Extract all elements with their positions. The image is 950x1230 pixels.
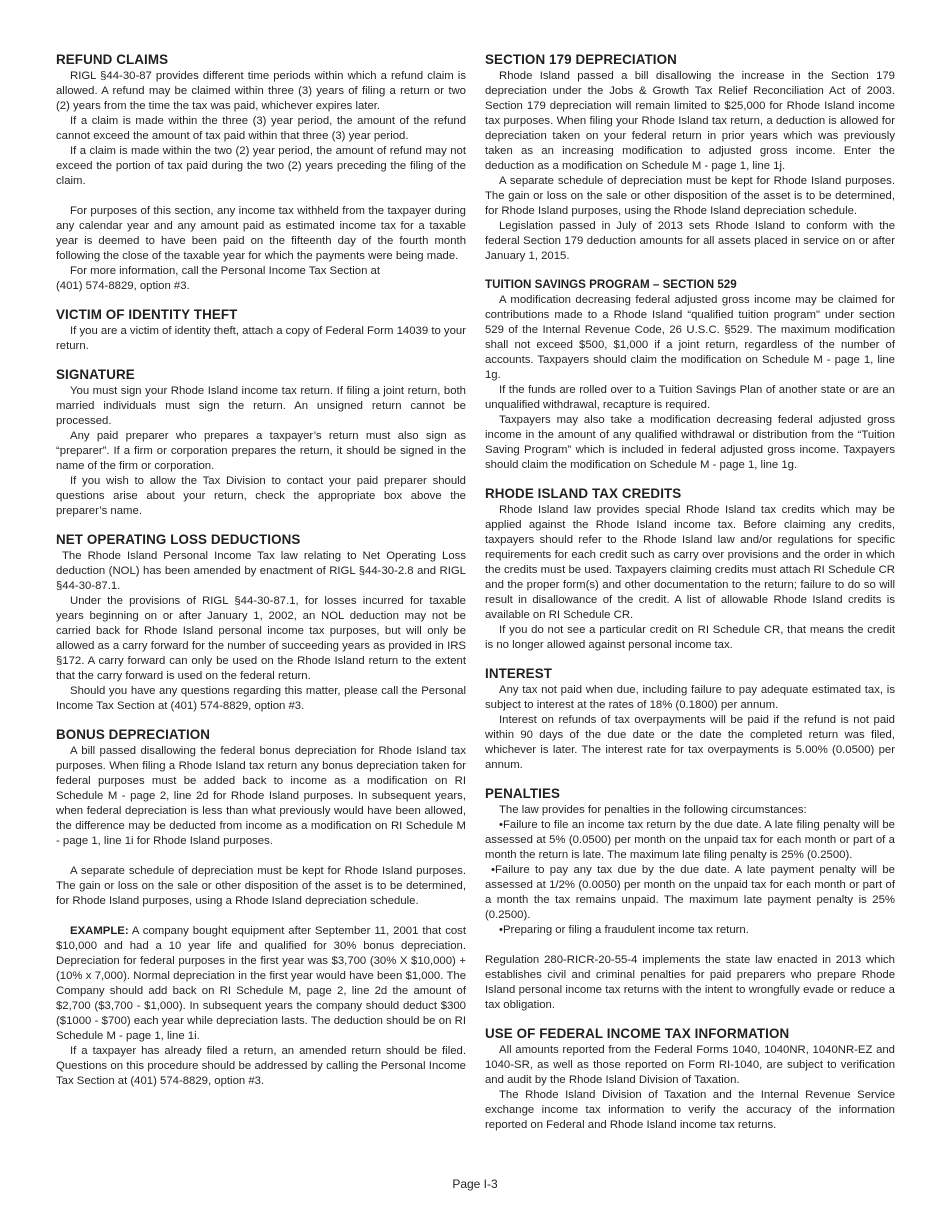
section-title: NET OPERATING LOSS DEDUCTIONS xyxy=(56,532,301,547)
section-title: TUITION SAVINGS PROGRAM – SECTION 529 xyxy=(485,278,737,291)
paragraph: Taxpayers may also take a modification decreasing federal adjusted gross income in the amount of any qualified withdrawal or distribution from the “Tuition Saving Program” which is included in federal adjusted gross income. Taxpayers should claim the modification on Schedule M - page 1, line 1g. xyxy=(485,414,895,471)
paragraph: For more information, call the Personal Income Tax Section at xyxy=(70,265,380,277)
bullet-item: •Failure to file an income tax return by the due date. A late filing penalty will be assessed at 5% (0.0500) per month on the unpaid tax for each month or part of a month the return is late. The maximum late filing penalty is 25% (0.2500). xyxy=(485,819,895,861)
section-title: USE OF FEDERAL INCOME TAX INFORMATION xyxy=(485,1026,790,1041)
section-title: INTEREST xyxy=(485,666,553,681)
paragraph: Regulation 280-RICR-20-55-4 implements the state law enacted in 2013 which establishes civil and criminal penalties for paid preparers who prepare Rhode Island personal income tax returns with the intent to wrongfully evade or reduce a tax obligation. xyxy=(485,954,895,1011)
example-text: A company bought equipment after September 11, 2001 that cost $10,000 and had a 10 year life and qualified for 30% bonus depreciation. Depreciation for federal purposes in the first year was $3,700 (30% X $10,000) + (10% x 7,000). Normal depreciation in the first year would have been $1,000. The Company should add back on RI Schedule M, page 2, line 2d the amount of $2,700 ($3,700 - $1,000). In subsequent years the company should deduct $300 ($1000 - $700) each year while depreciation lasts. The deduction should be on RI Schedule M - page 1, line 1i. xyxy=(56,925,466,1042)
example-label: EXAMPLE: xyxy=(70,925,129,937)
paragraph: The law provides for penalties in the following circumstances: xyxy=(499,804,807,816)
paragraph: A separate schedule of depreciation must be kept for Rhode Island purposes. The gain or loss on the sale or other disposition of the asset is to be determined, for Rhode Island purposes, using the Rhode Island depreciation schedule. xyxy=(485,175,895,217)
section-title: RHODE ISLAND TAX CREDITS xyxy=(485,486,682,501)
section-signature xyxy=(56,367,466,519)
paragraph: For purposes of this section, any income tax withheld from the taxpayer during any calendar year and any amount paid as estimated income tax for a taxable year is deemed to have been paid on the fifteenth day of the fourth month following the close of the taxable year for which the payments were being made. xyxy=(56,205,466,262)
paragraph: A separate schedule of depreciation must be kept for Rhode Island purposes. The gain or loss on the sale or other disposition of the asset is to be determined, for Rhode Island purposes, using a Rhode Island depreciation schedule. xyxy=(56,865,466,907)
paragraph: The Rhode Island Division of Taxation and the Internal Revenue Service exchange income tax information to verify the accuracy of the information reported on Federal and Rhode Island income tax returns. xyxy=(485,1089,895,1131)
paragraph: You must sign your Rhode Island income tax return. If filing a joint return, both married individuals must sign the return. An unsigned return cannot be processed. xyxy=(56,385,466,427)
paragraph: Any paid preparer who prepares a taxpayer’s return must also sign as “preparer”. If a firm or corporation prepares the return, it should be signed in the name of the firm or corporation. xyxy=(56,430,466,472)
paragraph: If you do not see a particular credit on RI Schedule CR, that means the credit is no longer allowed against personal income tax. xyxy=(485,624,895,651)
paragraph: If a claim is made within the two (2) year period, the amount of refund may not exceed the portion of tax paid during the two (2) years preceding the filing of the claim. xyxy=(56,145,466,187)
section-interest xyxy=(485,666,895,773)
section-179-depreciation xyxy=(485,52,895,264)
paragraph: If a claim is made within the three (3) year period, the amount of the refund cannot exceed the amount of tax paid within that three (3) year period. xyxy=(56,115,466,142)
bullet-item: •Preparing or filing a fraudulent income tax return. xyxy=(499,924,749,936)
phone-number: (401) 574-8829, option #3. xyxy=(56,280,190,292)
paragraph: All amounts reported from the Federal Forms 1040, 1040NR, 1040NR-EZ and 1040-SR, as well as those reported on Form RI-1040, are subject to verification and audit by the Rhode Island Division of Taxation. xyxy=(485,1044,895,1086)
paragraph: If you wish to allow the Tax Division to contact your paid preparer should questions arise about your return, check the appropriate box above the preparer’s name. xyxy=(56,475,466,517)
paragraph: Legislation passed in July of 2013 sets Rhode Island to conform with the federal Section 179 deduction amounts for all assets placed in service on or after January 1, 2015. xyxy=(485,220,895,262)
paragraph: Rhode Island law provides special Rhode Island tax credits which may be applied against the Rhode Island income tax. Before claiming any credits, taxpayers should refer to the Rhode Island law and/or regulations for specific requirements for each credit such as carry over provisions and the order in which the credits must be used. Taxpayers claiming credits must attach RI Schedule CR and the proper form(s) and other documentation to the return; failure to do so will result in disallowance of the credit. A list of allowable Rhode Island credits is available on RI Schedule CR. xyxy=(485,504,895,621)
paragraph: Under the provisions of RIGL §44-30-87.1, for losses incurred for taxable years beginning on or after January 1, 2002, an NOL deduction may not be carried back for Rhode Island personal income tax purposes, but will only be allowed as a carry forward for the number of succeeding years as provided in IRS §172. A carry forward can only be used on the Rhode Island return to the extent that the carry forward is used on the federal return. xyxy=(56,595,466,682)
section-nol-deductions xyxy=(56,532,466,714)
paragraph: Rhode Island passed a bill disallowing the increase in the Section 179 depreciation under the Jobs & Growth Tax Relief Reconciliation Act of 2003. Section 179 depreciation will remain limited to $25,000 for Rhode Island income tax purposes. When filing your Rhode Island tax return, a deduction is allowed for depreciation taken on your federal return in prior years which was previously taken as an increasing modification to adjusted gross income. Enter the deduction as a modification on Schedule M - page 1, line 1j. xyxy=(485,70,895,172)
paragraph: The Rhode Island Personal Income Tax law relating to Net Operating Loss deduction (NOL) has been amended by enactment of RIGL §44-30-2.8 and RIGL §44-30-87.1. xyxy=(56,550,466,592)
paragraph: Any tax not paid when due, including failure to pay adequate estimated tax, is subject to interest at the rates of 18% (0.1800) per annum. xyxy=(485,684,895,711)
section-identity-theft xyxy=(56,307,466,354)
section-federal-info xyxy=(485,1026,895,1133)
paragraph: If the funds are rolled over to a Tuition Savings Plan of another state or are an unqualified withdrawal, recapture is required. xyxy=(485,384,895,411)
section-title: PENALTIES xyxy=(485,786,561,801)
left-column xyxy=(56,52,466,1102)
section-tuition-savings xyxy=(485,277,895,473)
example-paragraph xyxy=(56,924,466,1044)
section-title: BONUS DEPRECIATION xyxy=(56,727,211,742)
paragraph: A modification decreasing federal adjusted gross income may be claimed for contributions made to a Rhode Island “qualified tuition program" under section 529 of the Internal Revenue Code, 26 U.S.C. §529. The maximum modification shall not exceed $500, $1,000 if a joint return, regardless of the number of accounts. Taxpayers should claim the modification on Schedule M - page 1, line 1g. xyxy=(485,294,895,381)
section-title: SIGNATURE xyxy=(56,367,135,382)
paragraph: A bill passed disallowing the federal bonus depreciation for Rhode Island tax purposes. When filing a Rhode Island tax return any bonus depreciation taken for federal purposes must be added back to income as a modification on RI Schedule M - page 2, line 2d for Rhode Island purposes. In subsequent years, when federal depreciation is less than what previously would have been allowed, the difference may be deducted from income as a modification on RI Schedule M - page 1, line 1i for Rhode Island purposes. xyxy=(56,745,466,847)
section-title: VICTIM OF IDENTITY THEFT xyxy=(56,307,238,322)
right-column xyxy=(485,52,895,1146)
paragraph: Should you have any questions regarding this matter, please call the Personal Income Tax Section at (401) 574-8829, option #3. xyxy=(56,685,466,712)
section-title: REFUND CLAIMS xyxy=(56,52,169,67)
bullet-item: •Failure to pay any tax due by the due date. A late payment penalty will be assessed at 1/2% (0.0050) per month on the unpaid tax for each month or part of a month the tax remains unpaid. The maximum late payment penalty is 25% (0.2500). xyxy=(485,864,895,921)
paragraph: If you are a victim of identity theft, attach a copy of Federal Form 14039 to your return. xyxy=(56,325,466,352)
section-title: SECTION 179 DEPRECIATION xyxy=(485,52,677,67)
page-number: Page I-3 xyxy=(452,1177,498,1191)
section-ri-tax-credits xyxy=(485,486,895,653)
paragraph: RIGL §44-30-87 provides different time periods within which a refund claim is allowed. A refund may be claimed within three (3) years of filing a return or two (2) years from the time the tax was paid, whichever expires later. xyxy=(56,70,466,112)
section-refund-claims xyxy=(56,52,466,294)
section-penalties xyxy=(485,786,895,1013)
section-bonus-depreciation xyxy=(56,727,466,1089)
paragraph: Interest on refunds of tax overpayments will be paid if the refund is not paid within 90 days of the due date or the date the completed return was filed, whichever is later. The interest rate for tax overpayments is 5.00% (0.0500) per annum. xyxy=(485,714,895,771)
paragraph: If a taxpayer has already filed a return, an amended return should be filed. Questions on this procedure should be addressed by calling the Personal Income Tax Section at (401) 574-8829, option #3. xyxy=(56,1045,466,1087)
